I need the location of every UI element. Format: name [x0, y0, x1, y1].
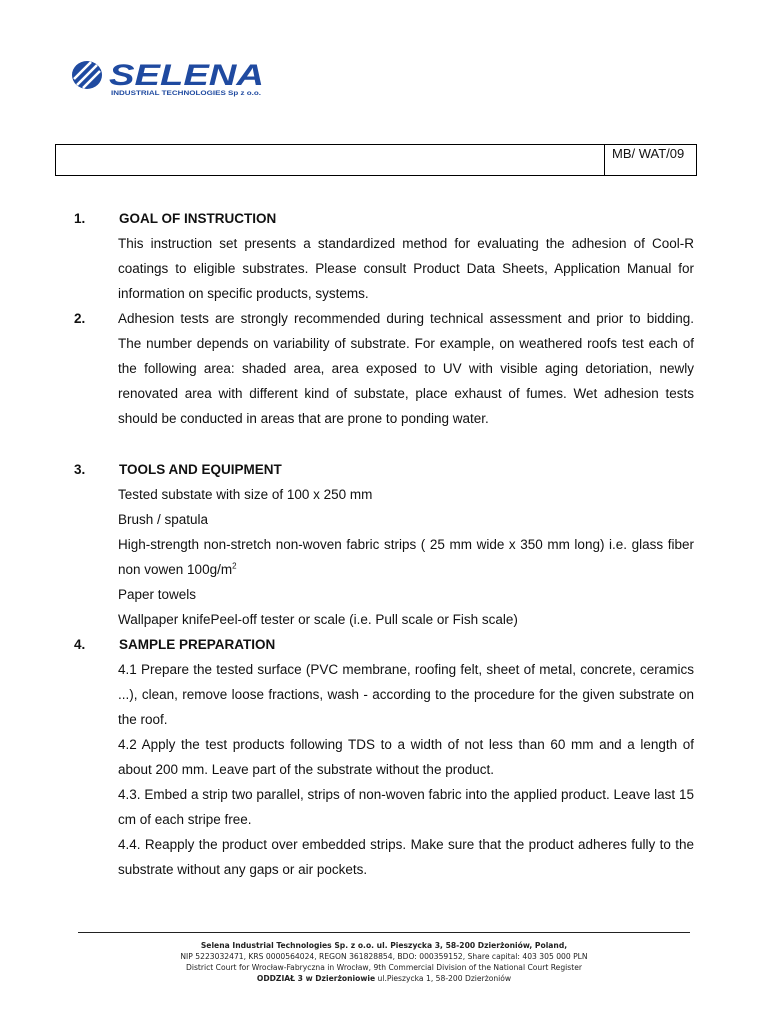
- footer-court-line: District Court for Wrocław-Fabryczna in Wrocław, 9th Commercial Division of the National Court Register: [185, 963, 583, 972]
- section-2-text: [118, 306, 694, 431]
- reference-box-divider: [604, 145, 605, 175]
- footer-registration-line: NIP 5223032471, KRS 0000564024, REGON 361828854, BDO: 000359152, Share capital: 403 305 000 PLN: [180, 952, 588, 961]
- section-heading: SAMPLE PREPARATION: [119, 637, 276, 652]
- section-4-list: [118, 657, 694, 882]
- selena-logo-mark: [71, 56, 271, 98]
- document-reference-box: [55, 144, 697, 176]
- list-item: 4.3. Embed a strip two parallel, strips of non-woven fabric into the applied product. Leave last 15 cm of each stripe free.: [118, 787, 694, 827]
- list-item: [118, 532, 694, 582]
- list-item: 4.2 Apply the test products following TDS to a width of not less than 60 mm and a length of about 200 mm. Leave part of the substrate without the product.: [118, 737, 694, 777]
- footer-branch-line: [0, 973, 768, 984]
- footer-branch-name: ODDZIAŁ 3 w Dzierżoniowie: [256, 974, 376, 983]
- section-number: 4.: [74, 637, 86, 652]
- paragraph: Adhesion tests are strongly recommended during technical assessment and prior to bidding. The number depends on variability of substrate. For example, on weathered roofs test each of the following area: shaded area, area exposed to UV with visible aging detoriation, newly renovated area with different kind of substate, place exhaust of fumes. Wet adhesion tests should be conducted in areas that are prone to ponding water.: [118, 311, 694, 426]
- list-item: Wallpaper knifePeel-off tester or scale (i.e. Pull scale or Fish scale): [118, 612, 518, 627]
- paragraph: This instruction set presents a standardized method for evaluating the adhesion of Cool-R coatings to eligible substrates. Please consult Product Data Sheets, Application Manual for information on specific products, systems.: [118, 236, 694, 301]
- list-item: 4.1 Prepare the tested surface (PVC membrane, roofing felt, sheet of metal, concrete, ceramics ...), clean, remove loose fractions, wash - according to the procedure for the given substrate on the roof.: [118, 662, 694, 727]
- logo-tagline: INDUSTRIAL TECHNOLOGIES Sp z o.o.: [111, 90, 262, 97]
- section-number: 2.: [74, 311, 86, 326]
- list-item: Brush / spatula: [118, 512, 209, 527]
- logo-brand: SELENA: [109, 59, 264, 92]
- superscript-exponent: 2: [232, 561, 237, 571]
- list-item-text: High-strength non-stretch non-woven fabric strips ( 25 mm wide x 350 mm long) i.e. glass fiber non vowen 100g/m: [118, 537, 694, 577]
- section-number: 3.: [74, 462, 86, 477]
- document-code: MB/ WAT/09: [612, 146, 685, 161]
- footer-branch-address: ul.Pieszycka 1, 58-200 Dzierżoniów: [375, 974, 512, 983]
- section-3-list: [118, 482, 694, 632]
- section-heading: GOAL OF INSTRUCTION: [119, 211, 277, 226]
- list-item: Tested substate with size of 100 x 250 mm: [118, 487, 373, 502]
- footer-company-line: Selena Industrial Technologies Sp. z o.o. ul. Pieszycka 3, 58-200 Dzierżoniów, Poland,: [200, 941, 568, 950]
- company-footer: [0, 940, 768, 984]
- selena-logo: [71, 56, 271, 98]
- footer-divider: [78, 932, 690, 933]
- section-1-text: [118, 231, 694, 306]
- section-heading: TOOLS AND EQUIPMENT: [119, 462, 282, 477]
- list-item: Paper towels: [118, 587, 197, 602]
- section-number: 1.: [74, 211, 86, 226]
- list-item: 4.4. Reapply the product over embedded strips. Make sure that the product adheres fully to the substrate without any gaps or air pockets.: [118, 837, 694, 877]
